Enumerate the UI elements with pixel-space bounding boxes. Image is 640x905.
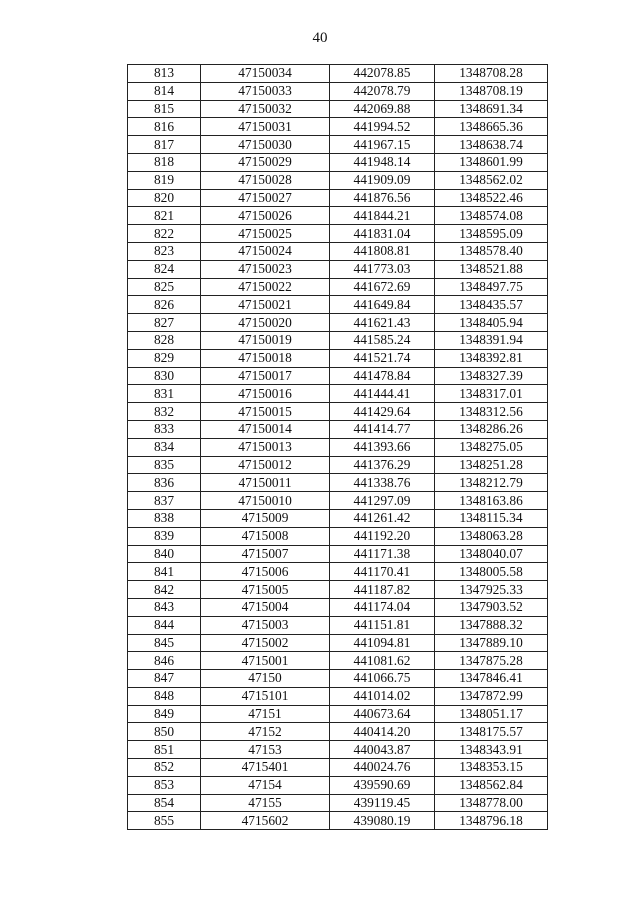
point-code-cell: 47151	[201, 705, 330, 723]
y-coordinate-cell: 1347888.32	[435, 616, 548, 634]
x-coordinate-cell: 441014.02	[330, 687, 435, 705]
point-number-cell: 821	[128, 207, 201, 225]
x-coordinate-cell: 441994.52	[330, 118, 435, 136]
x-coordinate-cell: 439080.19	[330, 812, 435, 830]
point-code-cell: 4715001	[201, 652, 330, 670]
y-coordinate-cell: 1348708.28	[435, 65, 548, 83]
point-code-cell: 4715003	[201, 616, 330, 634]
point-number-cell: 843	[128, 598, 201, 616]
x-coordinate-cell: 441967.15	[330, 136, 435, 154]
y-coordinate-cell: 1348562.02	[435, 171, 548, 189]
table-row	[128, 100, 548, 118]
x-coordinate-cell: 442078.85	[330, 65, 435, 83]
point-code-cell: 47150014	[201, 420, 330, 438]
table-row	[128, 367, 548, 385]
y-coordinate-cell: 1348574.08	[435, 207, 548, 225]
y-coordinate-cell: 1348391.94	[435, 331, 548, 349]
x-coordinate-cell: 441831.04	[330, 225, 435, 243]
x-coordinate-cell: 441621.43	[330, 314, 435, 332]
y-coordinate-cell: 1348051.17	[435, 705, 548, 723]
x-coordinate-cell: 441151.81	[330, 616, 435, 634]
point-number-cell: 828	[128, 331, 201, 349]
table-row	[128, 296, 548, 314]
point-number-cell: 819	[128, 171, 201, 189]
point-number-cell: 845	[128, 634, 201, 652]
point-number-cell: 826	[128, 296, 201, 314]
y-coordinate-cell: 1348286.26	[435, 420, 548, 438]
point-code-cell: 47150019	[201, 331, 330, 349]
table-row	[128, 492, 548, 510]
point-code-cell: 4715401	[201, 759, 330, 777]
x-coordinate-cell: 441672.69	[330, 278, 435, 296]
y-coordinate-cell: 1348343.91	[435, 741, 548, 759]
table-row	[128, 189, 548, 207]
x-coordinate-cell: 441192.20	[330, 527, 435, 545]
x-coordinate-cell: 442069.88	[330, 100, 435, 118]
x-coordinate-cell: 441948.14	[330, 153, 435, 171]
point-code-cell: 4715006	[201, 563, 330, 581]
point-number-cell: 827	[128, 314, 201, 332]
point-number-cell: 839	[128, 527, 201, 545]
table-row	[128, 207, 548, 225]
y-coordinate-cell: 1347903.52	[435, 598, 548, 616]
point-code-cell: 47150018	[201, 349, 330, 367]
point-code-cell: 47150023	[201, 260, 330, 278]
y-coordinate-cell: 1348005.58	[435, 563, 548, 581]
table-row	[128, 403, 548, 421]
y-coordinate-cell: 1348175.57	[435, 723, 548, 741]
point-code-cell: 4715004	[201, 598, 330, 616]
table-row	[128, 794, 548, 812]
y-coordinate-cell: 1348595.09	[435, 225, 548, 243]
point-number-cell: 840	[128, 545, 201, 563]
point-code-cell: 47150034	[201, 65, 330, 83]
point-code-cell: 47150020	[201, 314, 330, 332]
point-number-cell: 849	[128, 705, 201, 723]
point-number-cell: 816	[128, 118, 201, 136]
y-coordinate-cell: 1348327.39	[435, 367, 548, 385]
y-coordinate-cell: 1348163.86	[435, 492, 548, 510]
table-row	[128, 438, 548, 456]
y-coordinate-cell: 1347889.10	[435, 634, 548, 652]
point-number-cell: 846	[128, 652, 201, 670]
y-coordinate-cell: 1348312.56	[435, 403, 548, 421]
x-coordinate-cell: 441909.09	[330, 171, 435, 189]
y-coordinate-cell: 1348212.79	[435, 474, 548, 492]
point-number-cell: 814	[128, 82, 201, 100]
table-row	[128, 314, 548, 332]
point-code-cell: 47150010	[201, 492, 330, 510]
table-row	[128, 331, 548, 349]
y-coordinate-cell: 1348691.34	[435, 100, 548, 118]
point-code-cell: 47153	[201, 741, 330, 759]
x-coordinate-cell: 441297.09	[330, 492, 435, 510]
y-coordinate-cell: 1348040.07	[435, 545, 548, 563]
table-row	[128, 616, 548, 634]
y-coordinate-cell: 1348251.28	[435, 456, 548, 474]
point-number-cell: 813	[128, 65, 201, 83]
x-coordinate-cell: 441773.03	[330, 260, 435, 278]
y-coordinate-cell: 1348522.46	[435, 189, 548, 207]
x-coordinate-cell: 439590.69	[330, 776, 435, 794]
point-code-cell: 4715008	[201, 527, 330, 545]
point-number-cell: 829	[128, 349, 201, 367]
table-row	[128, 545, 548, 563]
point-number-cell: 848	[128, 687, 201, 705]
y-coordinate-cell: 1348665.36	[435, 118, 548, 136]
point-number-cell: 852	[128, 759, 201, 777]
point-code-cell: 47150024	[201, 242, 330, 260]
y-coordinate-cell: 1348435.57	[435, 296, 548, 314]
table-row	[128, 385, 548, 403]
point-code-cell: 47155	[201, 794, 330, 812]
x-coordinate-cell: 441171.38	[330, 545, 435, 563]
y-coordinate-cell: 1348405.94	[435, 314, 548, 332]
point-code-cell: 4715602	[201, 812, 330, 830]
table-row	[128, 527, 548, 545]
point-number-cell: 817	[128, 136, 201, 154]
table-row	[128, 812, 548, 830]
point-number-cell: 838	[128, 509, 201, 527]
y-coordinate-cell: 1348638.74	[435, 136, 548, 154]
x-coordinate-cell: 441649.84	[330, 296, 435, 314]
x-coordinate-cell: 441521.74	[330, 349, 435, 367]
y-coordinate-cell: 1347875.28	[435, 652, 548, 670]
y-coordinate-cell: 1348392.81	[435, 349, 548, 367]
point-number-cell: 830	[128, 367, 201, 385]
x-coordinate-cell: 441414.77	[330, 420, 435, 438]
table-row	[128, 260, 548, 278]
table-row	[128, 776, 548, 794]
y-coordinate-cell: 1347846.41	[435, 670, 548, 688]
point-number-cell: 854	[128, 794, 201, 812]
point-code-cell: 4715005	[201, 581, 330, 599]
y-coordinate-cell: 1348497.75	[435, 278, 548, 296]
x-coordinate-cell: 441444.41	[330, 385, 435, 403]
x-coordinate-cell: 441187.82	[330, 581, 435, 599]
x-coordinate-cell: 441585.24	[330, 331, 435, 349]
point-code-cell: 47150025	[201, 225, 330, 243]
y-coordinate-cell: 1348353.15	[435, 759, 548, 777]
x-coordinate-cell: 441376.29	[330, 456, 435, 474]
table-row	[128, 225, 548, 243]
table-row	[128, 687, 548, 705]
y-coordinate-cell: 1348708.19	[435, 82, 548, 100]
point-code-cell: 4715002	[201, 634, 330, 652]
table-row	[128, 634, 548, 652]
point-number-cell: 815	[128, 100, 201, 118]
table-row	[128, 509, 548, 527]
table-row	[128, 652, 548, 670]
coordinates-table-body	[128, 65, 548, 830]
coordinates-table	[127, 64, 548, 830]
table-row	[128, 153, 548, 171]
y-coordinate-cell: 1348063.28	[435, 527, 548, 545]
point-number-cell: 822	[128, 225, 201, 243]
table-row	[128, 278, 548, 296]
point-code-cell: 4715101	[201, 687, 330, 705]
table-row	[128, 474, 548, 492]
point-number-cell: 842	[128, 581, 201, 599]
point-code-cell: 47150012	[201, 456, 330, 474]
point-code-cell: 47150030	[201, 136, 330, 154]
table-row	[128, 456, 548, 474]
y-coordinate-cell: 1348317.01	[435, 385, 548, 403]
point-code-cell: 47150011	[201, 474, 330, 492]
point-code-cell: 47150033	[201, 82, 330, 100]
x-coordinate-cell: 441338.76	[330, 474, 435, 492]
point-number-cell: 835	[128, 456, 201, 474]
x-coordinate-cell: 441081.62	[330, 652, 435, 670]
point-code-cell: 47150	[201, 670, 330, 688]
x-coordinate-cell: 441808.81	[330, 242, 435, 260]
x-coordinate-cell: 441094.81	[330, 634, 435, 652]
point-number-cell: 841	[128, 563, 201, 581]
table-row	[128, 65, 548, 83]
table-row	[128, 118, 548, 136]
point-number-cell: 823	[128, 242, 201, 260]
point-code-cell: 47150026	[201, 207, 330, 225]
point-number-cell: 820	[128, 189, 201, 207]
point-code-cell: 47150028	[201, 171, 330, 189]
y-coordinate-cell: 1347925.33	[435, 581, 548, 599]
point-code-cell: 47150017	[201, 367, 330, 385]
point-number-cell: 855	[128, 812, 201, 830]
point-code-cell: 47150029	[201, 153, 330, 171]
y-coordinate-cell: 1348115.34	[435, 509, 548, 527]
table-row	[128, 82, 548, 100]
point-number-cell: 844	[128, 616, 201, 634]
table-row	[128, 420, 548, 438]
page-number: 40	[312, 30, 328, 46]
point-code-cell: 47150015	[201, 403, 330, 421]
point-number-cell: 832	[128, 403, 201, 421]
table-row	[128, 136, 548, 154]
x-coordinate-cell: 442078.79	[330, 82, 435, 100]
point-number-cell: 836	[128, 474, 201, 492]
point-number-cell: 818	[128, 153, 201, 171]
point-code-cell: 47150027	[201, 189, 330, 207]
point-code-cell: 47150032	[201, 100, 330, 118]
point-number-cell: 853	[128, 776, 201, 794]
x-coordinate-cell: 441261.42	[330, 509, 435, 527]
point-code-cell: 47150022	[201, 278, 330, 296]
y-coordinate-cell: 1348562.84	[435, 776, 548, 794]
x-coordinate-cell: 441478.84	[330, 367, 435, 385]
table-row	[128, 563, 548, 581]
table-row	[128, 349, 548, 367]
y-coordinate-cell: 1348578.40	[435, 242, 548, 260]
point-code-cell: 4715007	[201, 545, 330, 563]
y-coordinate-cell: 1348521.88	[435, 260, 548, 278]
point-number-cell: 847	[128, 670, 201, 688]
point-number-cell: 833	[128, 420, 201, 438]
table-row	[128, 670, 548, 688]
point-code-cell: 4715009	[201, 509, 330, 527]
y-coordinate-cell: 1348275.05	[435, 438, 548, 456]
x-coordinate-cell: 441844.21	[330, 207, 435, 225]
x-coordinate-cell: 440414.20	[330, 723, 435, 741]
point-code-cell: 47150031	[201, 118, 330, 136]
x-coordinate-cell: 441066.75	[330, 670, 435, 688]
point-code-cell: 47152	[201, 723, 330, 741]
point-code-cell: 47150013	[201, 438, 330, 456]
x-coordinate-cell: 439119.45	[330, 794, 435, 812]
x-coordinate-cell: 441429.64	[330, 403, 435, 421]
y-coordinate-cell: 1348601.99	[435, 153, 548, 171]
x-coordinate-cell: 441174.04	[330, 598, 435, 616]
table-row	[128, 598, 548, 616]
y-coordinate-cell: 1348778.00	[435, 794, 548, 812]
point-code-cell: 47150021	[201, 296, 330, 314]
table-row	[128, 705, 548, 723]
table-row	[128, 581, 548, 599]
table-row	[128, 759, 548, 777]
point-number-cell: 825	[128, 278, 201, 296]
point-code-cell: 47150016	[201, 385, 330, 403]
point-number-cell: 824	[128, 260, 201, 278]
point-number-cell: 837	[128, 492, 201, 510]
x-coordinate-cell: 441393.66	[330, 438, 435, 456]
point-number-cell: 831	[128, 385, 201, 403]
point-number-cell: 834	[128, 438, 201, 456]
x-coordinate-cell: 440024.76	[330, 759, 435, 777]
x-coordinate-cell: 440673.64	[330, 705, 435, 723]
point-number-cell: 851	[128, 741, 201, 759]
point-number-cell: 850	[128, 723, 201, 741]
x-coordinate-cell: 441170.41	[330, 563, 435, 581]
y-coordinate-cell: 1348796.18	[435, 812, 548, 830]
table-row	[128, 723, 548, 741]
table-row	[128, 741, 548, 759]
table-row	[128, 171, 548, 189]
x-coordinate-cell: 440043.87	[330, 741, 435, 759]
point-code-cell: 47154	[201, 776, 330, 794]
y-coordinate-cell: 1347872.99	[435, 687, 548, 705]
x-coordinate-cell: 441876.56	[330, 189, 435, 207]
table-row	[128, 242, 548, 260]
